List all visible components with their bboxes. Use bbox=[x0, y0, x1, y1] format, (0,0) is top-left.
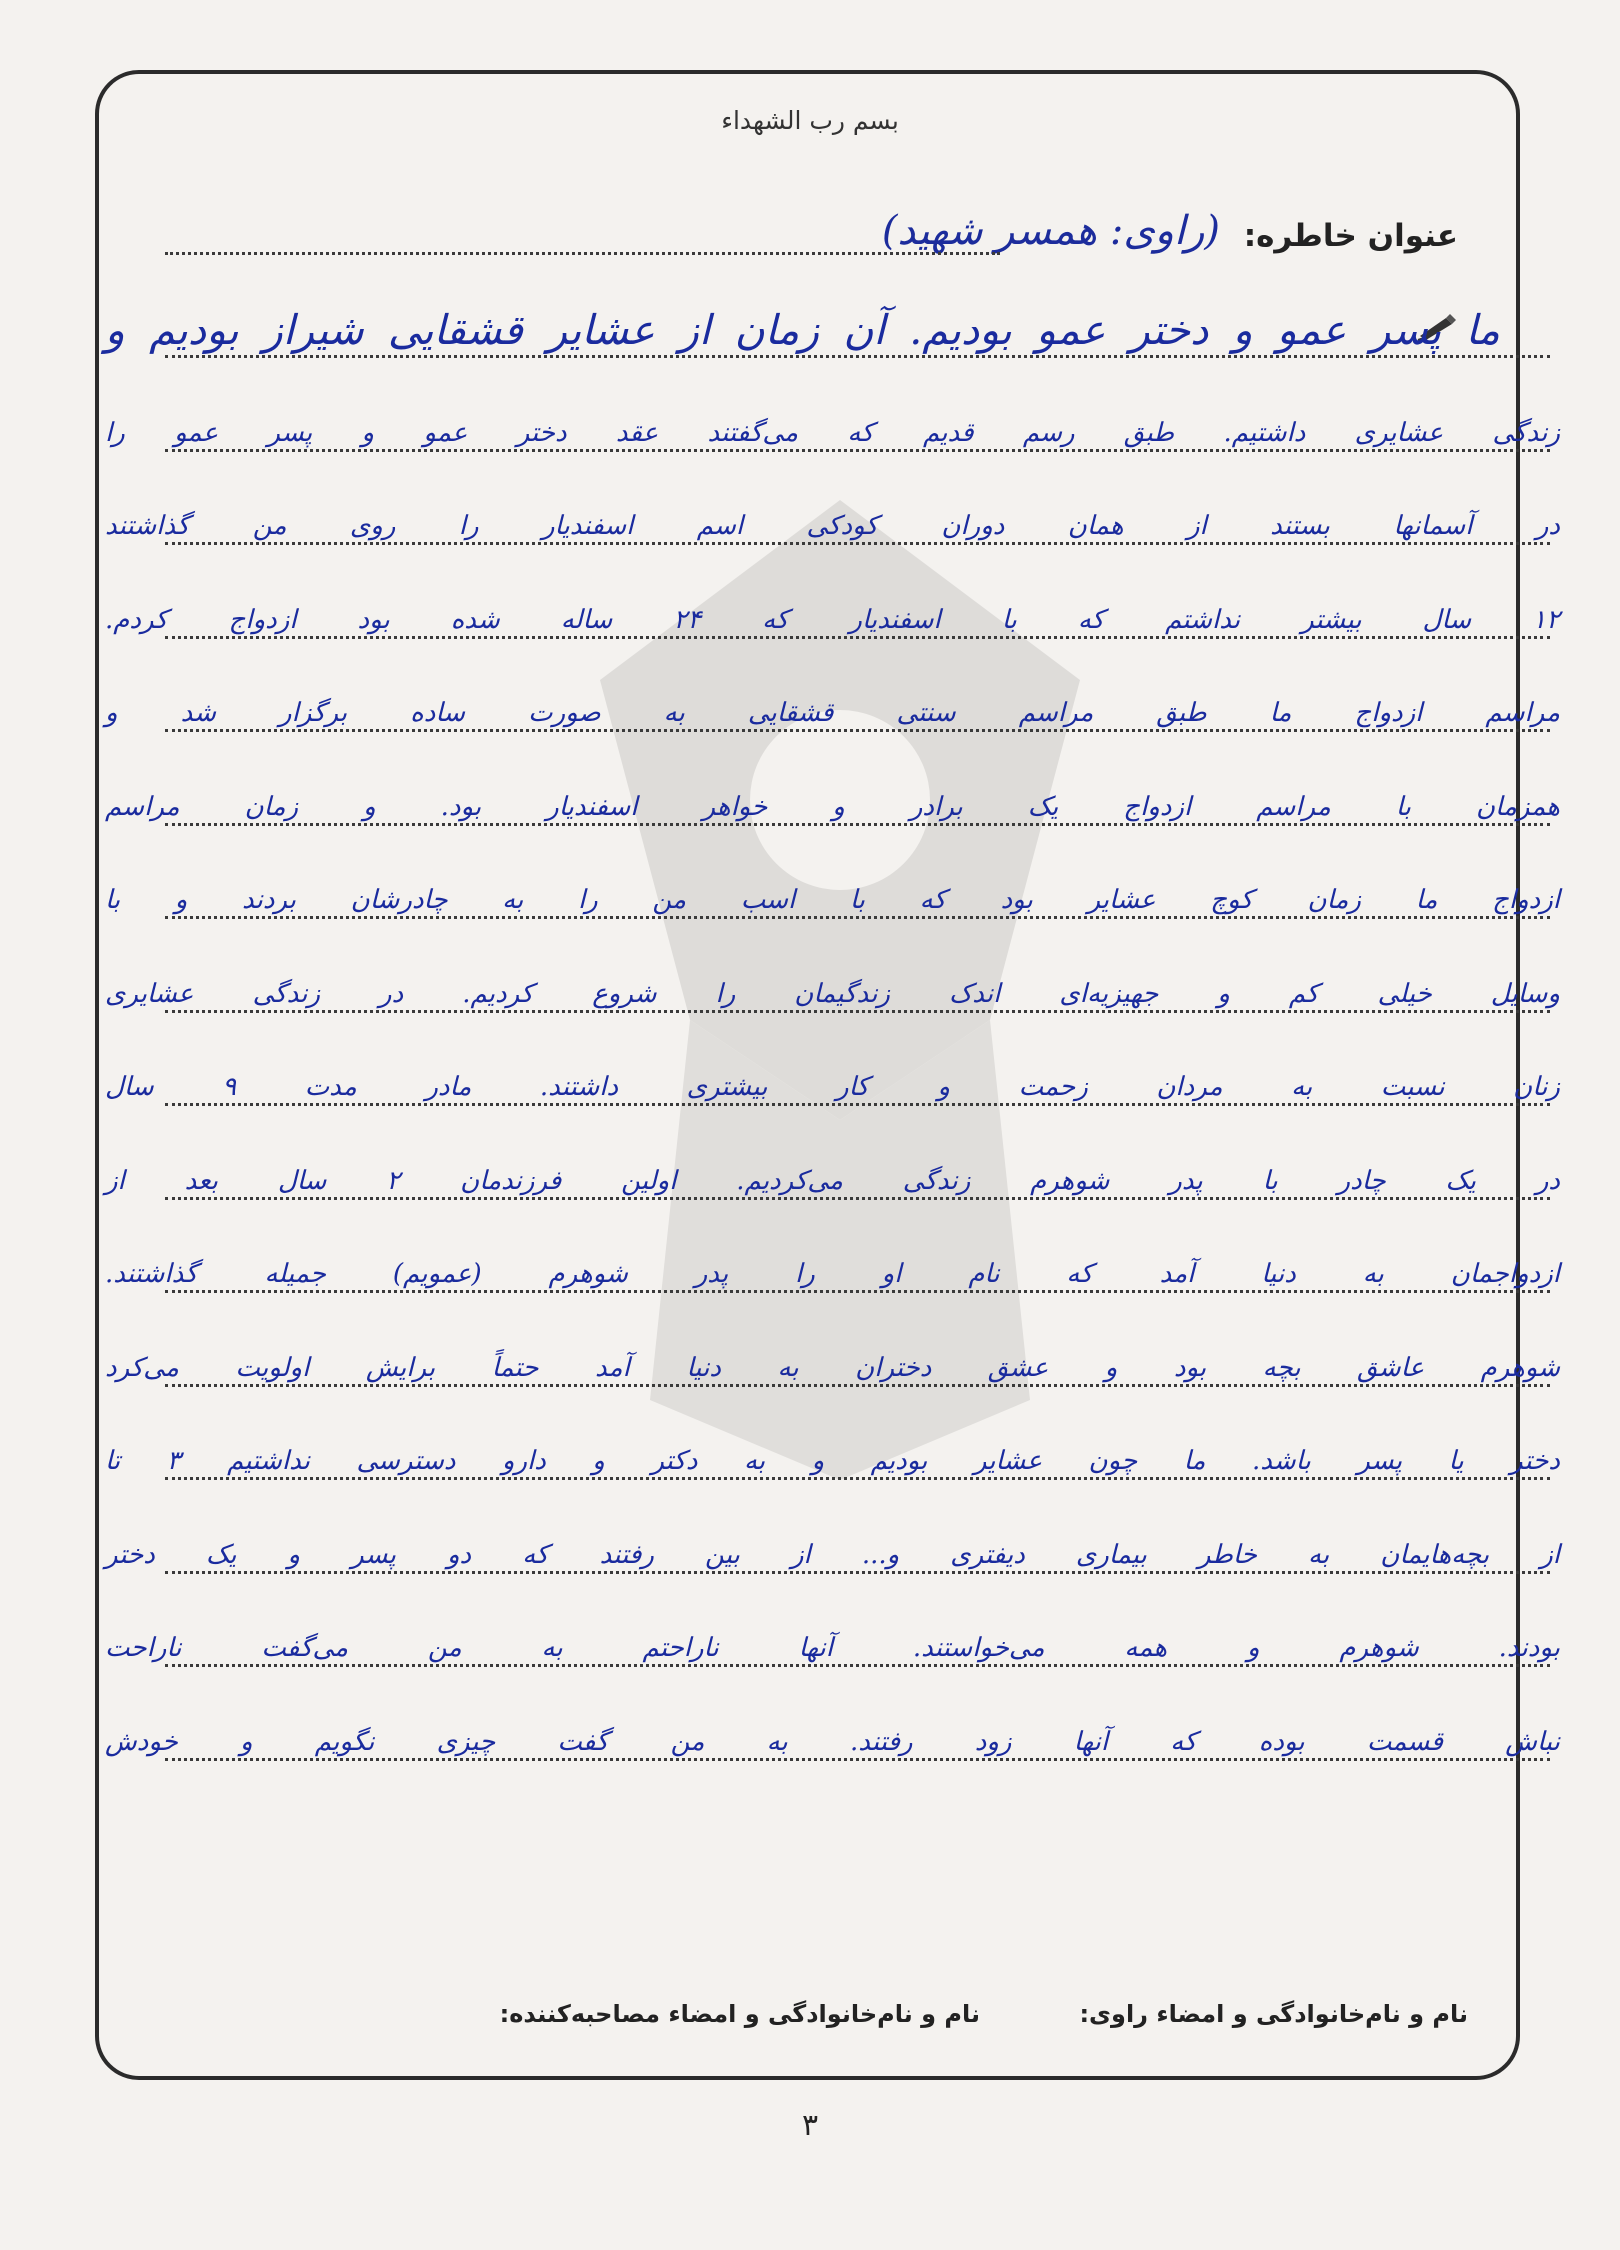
handwritten-line bbox=[105, 1577, 1560, 1667]
handwritten-line bbox=[105, 455, 1560, 545]
memory-title-label: عنوان خاطره: bbox=[1243, 218, 1458, 254]
handwritten-text: شوهرم عاشق بچه بود و عشق دختران به دنیا آمد حتماً برایش اولویت می‌کرد bbox=[105, 1353, 1560, 1383]
dotted-rule bbox=[165, 916, 1550, 919]
handwritten-text: همزمان با مراسم ازدواج یک برادر و خواهر اسفندیار بود. و زمان مراسم bbox=[105, 792, 1560, 822]
dotted-rule bbox=[165, 636, 1550, 639]
handwritten-line bbox=[105, 1203, 1560, 1293]
page-number: ۳ bbox=[801, 2108, 819, 2143]
dotted-rule bbox=[165, 449, 1550, 452]
handwritten-text: در یک چادر با پدر شوهرم زندگی می‌کردیم. اولین فرزندمان ۲ سال بعد از bbox=[105, 1166, 1560, 1196]
dotted-rule bbox=[165, 542, 1550, 545]
dotted-rule bbox=[165, 823, 1550, 826]
dotted-rule bbox=[165, 1758, 1550, 1761]
handwritten-text: ازدواج ما زمان کوچ عشایر بود که با اسب من را به چادرشان بردند و با bbox=[105, 885, 1560, 915]
handwritten-line bbox=[105, 362, 1560, 452]
dotted-rule bbox=[165, 355, 1550, 358]
handwritten-line bbox=[105, 1110, 1560, 1200]
dotted-rule bbox=[165, 1664, 1550, 1667]
narrator-signature-label: نام و نام‌خانوادگی و امضاء راوی: bbox=[1079, 2000, 1468, 2028]
interviewer-signature-label: نام و نام‌خانوادگی و امضاء مصاحبه‌کننده: bbox=[499, 2000, 980, 2028]
handwritten-text: ۱۲ سال بیشتر نداشتم که با اسفندیار که ۲۴ ساله شده بود ازدواج کردم. bbox=[105, 605, 1561, 635]
handwritten-text: بودند. شوهرم و همه می‌خواستند. آنها ناراحتم به من می‌گفت ناراحت bbox=[105, 1633, 1560, 1663]
handwritten-text: نباش قسمت بوده که آنها زود رفتند. به من گفت چیزی نگویم و خودش bbox=[105, 1727, 1560, 1757]
dotted-rule bbox=[165, 1384, 1550, 1387]
dotted-rule bbox=[165, 729, 1550, 732]
handwritten-text: ما پسر عمو و دختر عمو بودیم. آن زمان از عشایر قشقایی شیراز بودیم و bbox=[105, 306, 1500, 354]
handwritten-line bbox=[105, 268, 1560, 358]
handwritten-text: در آسمانها بستند از همان دوران کودکی اسم اسفندیار را روی من گذاشتند bbox=[105, 511, 1560, 541]
dotted-rule bbox=[165, 1571, 1550, 1574]
handwritten-text: زندگی عشایری داشتیم. طبق رسم قدیم که می‌گفتند عقد دختر عمو و پسر عمو را bbox=[105, 418, 1560, 448]
handwritten-text: دختر یا پسر باشد. ما چون عشایر بودیم و به دکتر و دارو دسترسی نداشتیم ۳ تا bbox=[105, 1446, 1560, 1476]
handwritten-line bbox=[105, 736, 1560, 826]
handwritten-line bbox=[105, 642, 1560, 732]
handwritten-line bbox=[105, 1671, 1560, 1761]
dotted-rule bbox=[165, 1477, 1550, 1480]
dotted-rule bbox=[165, 1103, 1550, 1106]
page-header-title: بسم رب الشهداء bbox=[721, 106, 899, 135]
handwritten-line bbox=[105, 1484, 1560, 1574]
dotted-rule bbox=[165, 1290, 1550, 1293]
handwritten-text: مراسم ازدواج ما طبق مراسم سنتی قشقایی به صورت ساده برگزار شد و bbox=[105, 698, 1560, 728]
dotted-rule bbox=[165, 1010, 1550, 1013]
dotted-rule bbox=[165, 1197, 1550, 1200]
handwritten-line bbox=[105, 549, 1561, 639]
handwritten-text: زنان نسبت به مردان زحمت و کار بیشتری داشتند. مادر مدت ۹ سال bbox=[105, 1072, 1560, 1102]
handwritten-line bbox=[105, 923, 1560, 1013]
handwritten-line bbox=[105, 1297, 1560, 1387]
handwritten-text: از بچه‌هایمان به خاطر بیماری دیفتری و... از بین رفتند که دو پسر و یک دختر bbox=[105, 1540, 1560, 1570]
handwritten-line bbox=[105, 829, 1560, 919]
handwritten-line bbox=[105, 1390, 1560, 1480]
handwritten-line bbox=[105, 1016, 1560, 1106]
handwritten-text: ازدواجمان به دنیا آمد که نام او را پدر شوهرم (عمویم) جمیله گذاشتند. bbox=[105, 1259, 1560, 1289]
handwritten-text: وسایل خیلی کم و جهیزیه‌ای اندک زندگیمان را شروع کردیم. در زندگی عشایری bbox=[105, 979, 1560, 1009]
memory-title-value: (راوی: همسر شهید) bbox=[881, 208, 1220, 254]
